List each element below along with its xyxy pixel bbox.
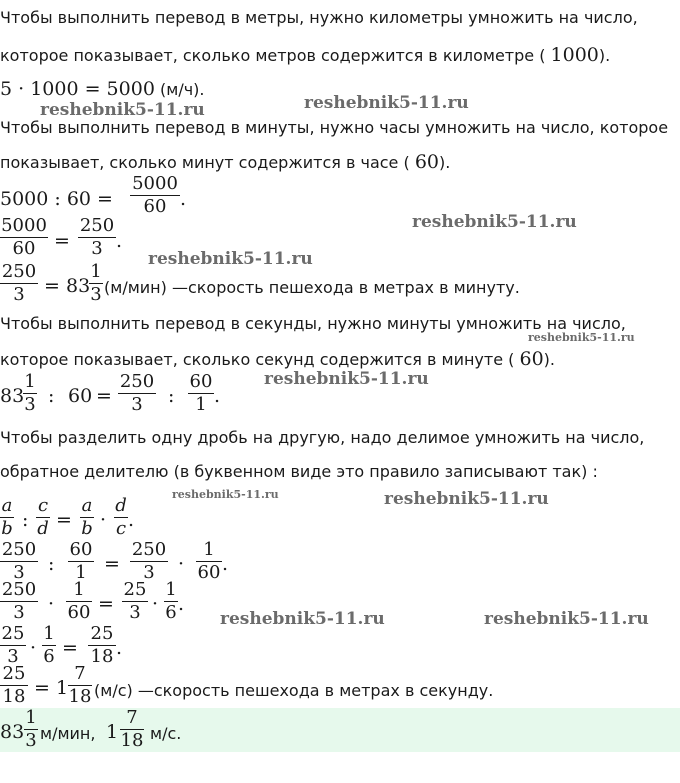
watermark: reshebnik5-11.ru — [528, 331, 635, 344]
math-symbol: . — [180, 188, 187, 210]
watermark: reshebnik5-11.ru — [264, 369, 429, 389]
answer-number: 83 — [0, 721, 25, 743]
watermark: reshebnik5-11.ru — [40, 100, 205, 120]
fraction: 1 3 — [90, 261, 102, 305]
fraction: 25 18 — [88, 624, 116, 667]
text-line: обратное делителю (в буквенном виде это правило записывают так) : — [0, 462, 598, 481]
math-symbol: . — [128, 509, 135, 531]
answer-unit: м/с. — [150, 724, 182, 743]
math-number: 60 — [68, 385, 93, 407]
watermark: reshebnik5-11.ru — [484, 609, 649, 629]
math-symbol: . — [214, 385, 221, 407]
fraction: 5000 60 — [1, 215, 47, 259]
math-symbol: · — [30, 637, 37, 659]
math-symbol: = — [96, 385, 112, 407]
math-symbol: : — [168, 385, 175, 407]
answer-fraction: 7 18 — [120, 707, 144, 751]
math-number: 83 — [0, 385, 25, 407]
fraction: 1 60 — [67, 579, 91, 623]
fraction: 250 3 — [1, 261, 37, 305]
text-line: Чтобы выполнить перевод в минуты, нужно часы умножить на число, которое — [0, 118, 669, 137]
fraction: 25 3 — [123, 579, 147, 623]
math-symbol: = — [56, 509, 72, 531]
answer-number: 1 — [106, 721, 119, 743]
fraction: 250 3 — [119, 371, 155, 415]
fraction: 1 6 — [43, 623, 55, 667]
watermark: reshebnik5-11.ru — [384, 489, 549, 509]
fraction: 25 3 — [1, 623, 25, 667]
text-line: Чтобы выполнить перевод в секунды, нужно минуты умножить на число, — [0, 314, 626, 333]
equation-line: 5 · 1000 = 5000 (м/ч). — [0, 78, 205, 100]
fraction: 250 3 — [1, 579, 37, 623]
math-symbol: · — [152, 593, 159, 615]
math-symbol: . — [116, 637, 123, 659]
math-symbol: = — [104, 553, 120, 575]
math-symbol: = — [98, 593, 114, 615]
math-number: 1 — [56, 677, 69, 699]
fraction: 60 1 — [69, 539, 93, 583]
text-line: Чтобы разделить одну дробь на другую, надо делимое умножить на число, — [0, 428, 645, 447]
fraction: c d — [37, 495, 49, 539]
math-symbol: = — [54, 230, 70, 252]
equation-line: 5000 : 60 = — [0, 188, 113, 210]
fraction: a b — [81, 495, 93, 539]
answer-fraction: 1 3 — [25, 707, 37, 751]
watermark: reshebnik5-11.ru — [148, 249, 313, 269]
math-number: 83 — [66, 275, 91, 297]
math-symbol: . — [116, 230, 123, 252]
math-symbol: · — [178, 553, 185, 575]
text-line: которое показывает, сколько секунд содержится в минуте ( 60). — [0, 348, 555, 370]
text-line: Чтобы выполнить перевод в метры, нужно километры умножить на число, — [0, 8, 638, 27]
fraction: a b — [1, 495, 13, 539]
fraction: 7 18 — [68, 663, 92, 707]
math-symbol: : — [22, 509, 29, 531]
fraction: 1 6 — [165, 579, 177, 623]
watermark: reshebnik5-11.ru — [304, 93, 469, 113]
text-line: которое показывает, сколько метров содержится в километре ( 1000). — [0, 44, 611, 66]
fraction: 250 3 — [79, 215, 115, 259]
answer-unit: м/мин, — [40, 724, 96, 743]
fraction: 250 3 — [131, 539, 167, 583]
math-symbol: . — [222, 553, 229, 575]
math-symbol: . — [178, 593, 185, 615]
math-symbol: : — [48, 385, 55, 407]
fraction: 25 18 — [0, 664, 28, 707]
math-symbol: · — [100, 509, 107, 531]
fraction: d c — [115, 495, 127, 539]
math-symbol: = — [44, 275, 60, 297]
fraction: 1 3 — [24, 371, 36, 415]
fraction: 250 3 — [1, 539, 37, 583]
fraction: 1 60 — [197, 539, 221, 583]
math-symbol: · — [48, 593, 55, 615]
fraction: 60 1 — [189, 371, 213, 415]
math-symbol: = — [34, 677, 50, 699]
math-symbol: : — [48, 553, 55, 575]
text-line: (м/мин) —скорость пешехода в метрах в минуту. — [104, 278, 520, 297]
watermark: reshebnik5-11.ru — [412, 212, 577, 232]
watermark: reshebnik5-11.ru — [172, 488, 279, 501]
math-symbol: = — [62, 637, 78, 659]
fraction: 5000 60 — [130, 174, 180, 217]
text-line: (м/с) —скорость пешехода в метрах в секунду. — [94, 681, 494, 700]
text-line: показывает, сколько минут содержится в часе ( 60). — [0, 151, 451, 173]
watermark: reshebnik5-11.ru — [220, 609, 385, 629]
answer-box — [0, 708, 680, 752]
